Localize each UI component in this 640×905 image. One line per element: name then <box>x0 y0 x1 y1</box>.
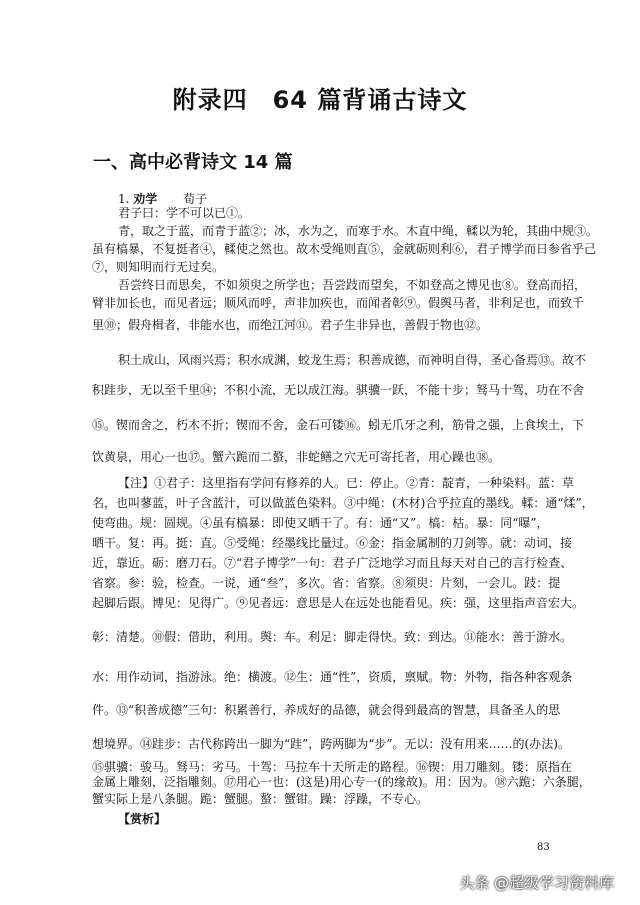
text-line: 饮黄泉，用心一也⑰。蟹六跪而二螯，非蛇鳝之穴无可寄托者，用心躁也⑱。 <box>92 450 501 464</box>
notes-line: 省察。参：验，检查。一说，通“叁”，多次。省：省察。⑧须臾：片刻，一会儿。跂：提 <box>92 576 561 590</box>
watermark: 头条 @超级学习资料库 <box>459 874 614 892</box>
poem-number: 1. <box>118 192 130 206</box>
notes-line: 件。⑬“积善成德”三句：积累善行，养成好的品德，就会得到最高的智慧，具备圣人的思 <box>92 703 561 717</box>
section-title: 一、高中必背诗文 14 篇 <box>93 152 293 173</box>
text-line: ⑮。锲而舍之，朽木不折；锲而不舍，金石可镂⑯。蚓无爪牙之利，筋骨之强，上食埃土，下 <box>92 418 585 432</box>
poem-author: 荀子 <box>183 192 208 206</box>
notes-line: 近，靠近。砺：磨刀石。⑦“君子博学”一句：君子广泛地学习而且每天对自己的言行检查、 <box>92 556 573 570</box>
notes-line: 水：用作动词，指游泳。绝：横渡。⑫生：通“性”，资质，禀赋。物：外物，指各种客观条 <box>92 670 573 684</box>
text-line: 积跬步，无以至千里⑭；不积小流，无以成江海。骐骥一跃，不能十步；驽马十驾，功在不舍 <box>92 383 585 397</box>
text-line: 臂非加长也，而见者远；顺风而呼，声非加疾也，而闻者彰⑨。假舆马者，非利足也，而致千 <box>92 296 585 310</box>
notes-line: 名，也叫蓼蓝，叶子含蓝汁，可以做蓝色染料。③中绳：(木材)合乎拉直的墨线。輮：通“煣”， <box>92 496 594 510</box>
page-title: 附录四 64 篇背诵古诗文 <box>172 86 468 114</box>
text-line: 青，取之于蓝，而青于蓝②；冰，水为之，而寒于水。木直中绳，輮以为轮，其曲中规③。 <box>118 224 599 238</box>
notes-line: 使弯曲。规：圆规。④虽有槁暴：即使又晒干了。有：通“又”。槁：枯。暴：同“曝”， <box>92 516 549 530</box>
text-line: ⑦，则知明而行无过矣。 <box>92 260 225 274</box>
text-line: 虽有槁暴，不复挺者④，輮使之然也。故木受绳则直⑤，金就砺则利⑥，君子博学而日参省乎己 <box>92 242 597 256</box>
text-line: 吾尝终日而思矣，不如须臾之所学也；吾尝跂而望矣，不如登高之博见也⑧。登高而招， <box>118 278 587 292</box>
appraisal-label: 【赏析】 <box>118 812 167 826</box>
text-line: 君子曰：学不可以已①。 <box>118 206 251 220</box>
notes-line: 金属上雕刻，泛指雕刻。⑰用心一也：(这是)用心专一(的缘故)。用：因为。⑱六跪：六条腿， <box>92 775 591 789</box>
notes-line: 蟹实际上是八条腿。跪：蟹腿。螯：蟹钳。躁：浮躁，不专心。 <box>92 792 429 806</box>
notes-line: 【注】①君子：这里指有学问有修养的人。已：停止。②青：靛青，一种染料。蓝：草 <box>118 476 575 490</box>
poem-name: 劝学 <box>133 192 158 206</box>
notes-line: 起脚后跟。博见：见得广。⑨见者远：意思是人在远处也能看见。疾：强，这里指声音宏大。 <box>92 596 585 610</box>
poem-heading <box>118 190 207 207</box>
notes-line: 彰：清楚。⑩假：借助，利用。舆：车。利足：脚走得快。致：到达。⑪能水：善于游水。 <box>92 630 573 644</box>
notes-line: 晒干。复：再。挺：直。⑤受绳：经墨线比量过。⑥金：指金属制的刀剑等。就：动词，接 <box>92 536 573 550</box>
text-line: 里⑩；假舟楫者，非能水也，而绝江河⑪。君子生非异也，善假于物也⑫。 <box>92 318 489 332</box>
text-line: 积土成山，风雨兴焉；积水成渊，蛟龙生焉；积善成德，而神明自得，圣心备焉⑬。故不 <box>118 353 587 367</box>
page-number: 83 <box>537 842 550 853</box>
notes-line: ⑮骐骥：骏马。驽马：劣马。十驾：马拉车十天所走的路程。⑯锲：用刀雕刻。镂：原指在 <box>92 760 573 774</box>
notes-line: 想境界。⑭跬步：古代称跨出一脚为“跬”，跨两脚为“步”。无以：没有用来……的(办法)。 <box>92 737 570 751</box>
